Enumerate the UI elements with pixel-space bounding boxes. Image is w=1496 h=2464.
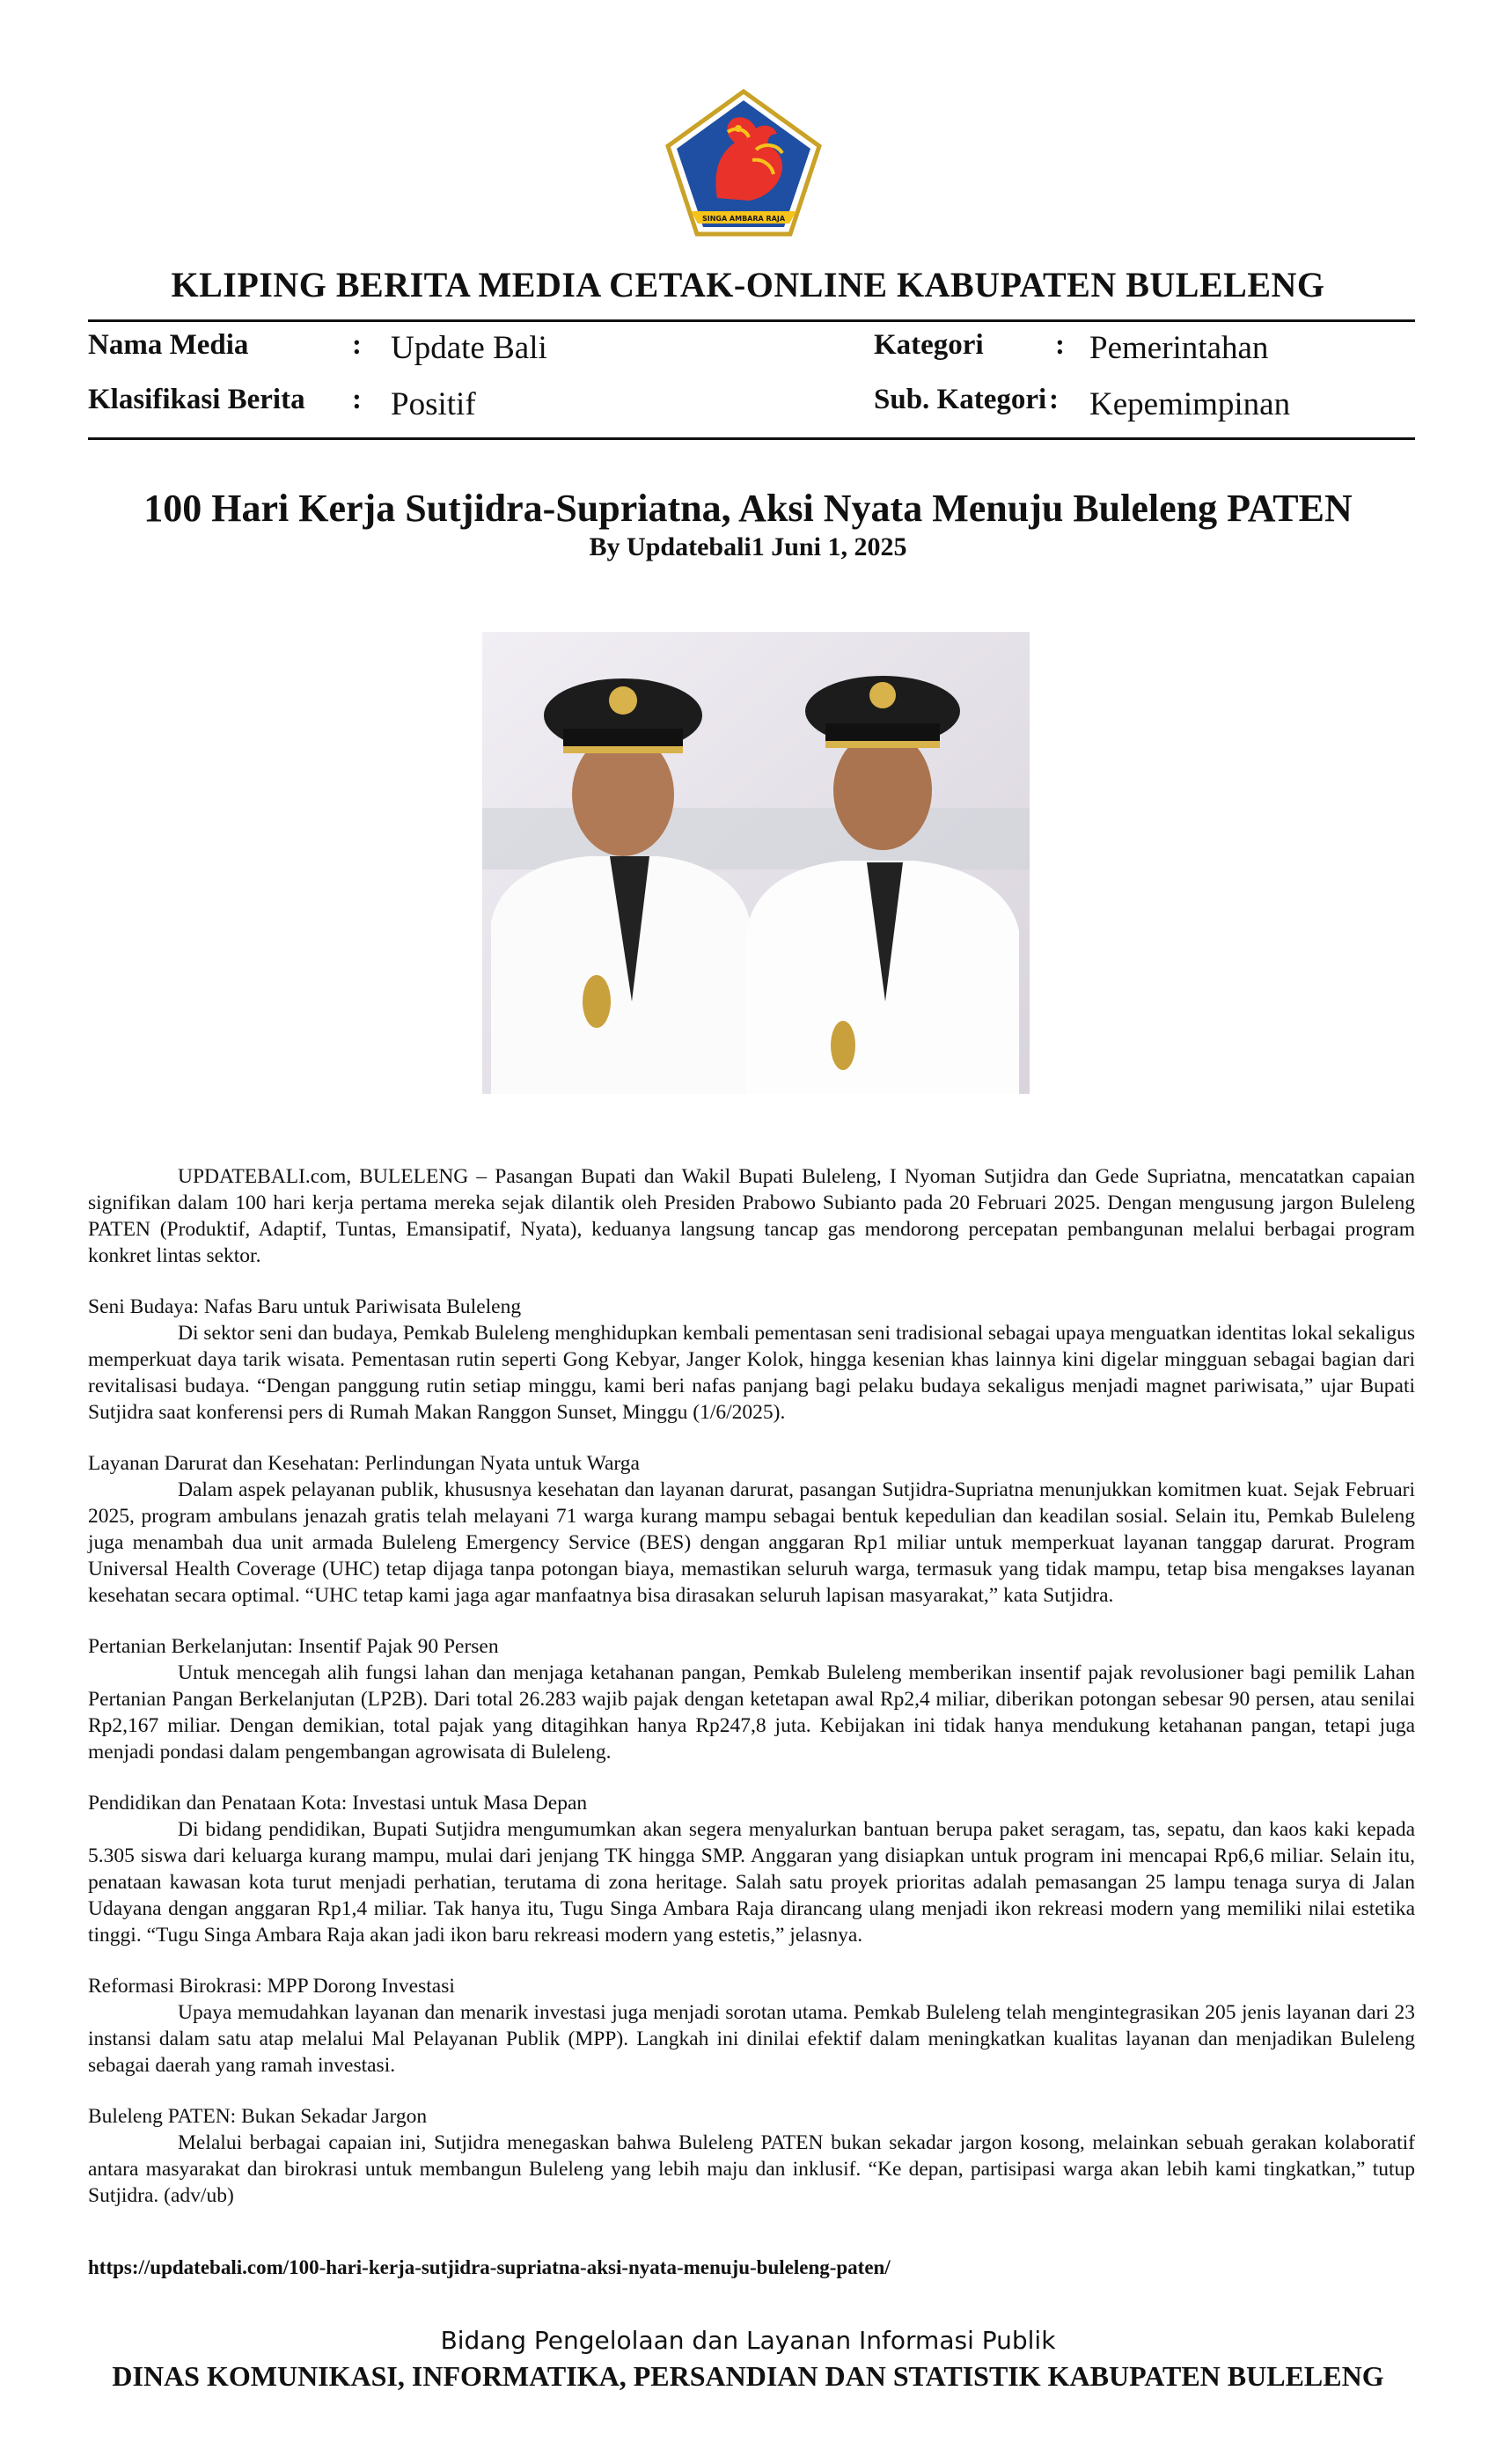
footer-department: Bidang Pengelolaan dan Layanan Informasi Publik: [440, 2326, 1056, 2355]
section-text-seni-budaya: Di sektor seni dan budaya, Pemkab Buleleng menghidupkan kembali pementasan seni tradisional sebagai upaya menguatkan identitas lokal sekaligus memperkuat daya tarik wisata. Pementasan rutin seperti Gong Kebyar, Janger Kolok, hingga kesenian khas lainnya kini digelar mingguan sebagai bagian dari revitalisasi budaya. “Dengan panggung rutin setiap minggu, kami beri nafas panjang bagi pelaku budaya sekaligus menjadi magnet pariwisata,” ujar Bupati Sutjidra saat konferensi pers di Rumah Makan Ranggon Sunset, Minggu (1/6/2025).: [88, 1322, 1415, 1424]
footer-agency: DINAS KOMUNIKASI, INFORMATIKA, PERSANDIAN DAN STATISTIK KABUPATEN BULELENG: [112, 2360, 1384, 2392]
klasifikasi-label: Klasifikasi Berita: [88, 384, 305, 415]
nama-media-value: Update Bali: [391, 330, 547, 366]
section-text-paten: Melalui berbagai capaian ini, Sutjidra menegaskan bahwa Buleleng PATEN bukan sekadar jargon kosong, melainkan sebuah gerakan kolaboratif antara masyarakat dan birokrasi untuk membangun Buleleng yang lebih maju dan inklusif. “Ke depan, partisipasi warga akan lebih kami tingkatkan,” tutup Sutjidra. (adv/ub): [88, 2131, 1415, 2207]
section-heading-pertanian: Pertanian Berkelanjutan: Insentif Pajak 90 Persen: [88, 1635, 499, 1658]
section-text-pertanian: Untuk mencegah alih fungsi lahan dan menjaga ketahanan pangan, Pemkab Buleleng memberikan insentif pajak revolusioner bagi pemilik Lahan Pertanian Pangan Berkelanjutan (LP2B). Dari total 26.283 wajib pajak dengan ketetapan awal Rp2,4 miliar, diberikan potongan sebesar 90 persen, atau senilai Rp2,167 miliar. Dengan demikian, total pajak yang ditagihkan hanya Rp247,8 juta. Kebijakan ini tidak hanya mendukung ketahanan pangan, tetapi juga menjadi pondasi dalam pengembangan agrowisata di Buleleng.: [88, 1661, 1415, 1764]
article-byline: By Updatebali1 Juni 1, 2025: [589, 532, 907, 561]
section-heading-seni-budaya: Seni Budaya: Nafas Baru untuk Pariwisata Buleleng: [88, 1295, 522, 1318]
section-text-reformasi: Upaya memudahkan layanan dan menarik investasi juga menjadi sorotan utama. Pemkab Buleleng telah mengintegrasikan 205 jenis layanan dari 23 instansi dalam satu atap melalui Mal Pelayanan Publik (MPP). Langkah ini dinilai efektif dalam meningkatkan kualitas layanan dan menjadikan Buleleng sebagai daerah yang ramah investasi.: [88, 2001, 1415, 2077]
sub-kategori-colon: :: [1049, 384, 1059, 415]
sub-kategori-label: Sub. Kategori: [874, 384, 1047, 415]
emblem-motto: SINGA AMBARA RAJA: [701, 215, 786, 223]
section-text-layanan-darurat: Dalam aspek pelayanan publik, khususnya kesehatan dan layanan darurat, pasangan Sutjidra-Supriatna menunjukkan komitmen kuat. Sejak Februari 2025, program ambulans jenazah gratis telah melayani 71 warga kurang mampu sebagai bentuk kepedulian dan keadilan sosial. Selain itu, Pemkab Buleleng juga menambah dua unit armada Buleleng Emergency Service (BES) dengan anggaran Rp1 miliar untuk memperkuat layanan tanggap darurat. Program Universal Health Coverage (UHC) tetap dijaga tanpa potongan biaya, memastikan seluruh warga, termasuk yang tidak mampu, tetap bisa mengakses layanan kesehatan secara optimal. “UHC tetap kami jaga agar manfaatnya bisa dirasakan seluruh lapisan masyarakat,” kata Sutjidra.: [88, 1478, 1415, 1607]
section-heading-reformasi: Reformasi Birokrasi: MPP Dorong Investasi: [88, 1975, 455, 1998]
source-url: https://updatebali.com/100-hari-kerja-sutjidra-supriatna-aksi-nyata-menuju-buleleng-paten/: [88, 2256, 891, 2278]
sub-kategori-value: Kepemimpinan: [1089, 386, 1291, 422]
header-divider-bottom: [88, 437, 1415, 440]
klasifikasi-value: Positif: [391, 386, 476, 422]
kategori-colon: :: [1055, 329, 1065, 361]
article-intro-paragraph: UPDATEBALI.com, BULELENG – Pasangan Bupati dan Wakil Bupati Buleleng, I Nyoman Sutjidra dan Gede Supriatna, mencatatkan capaian signifikan dalam 100 hari kerja pertama mereka sejak dilantik oleh Presiden Prabowo Subianto pada 20 Februari 2025. Dengan mengusung jargon Buleleng PATEN (Produktif, Adaptif, Tuntas, Emansipatif, Nyata), keduanya langsung tancap gas mendorong percepatan pembangunan melalui berbagai program konkret lintas sektor.: [88, 1165, 1415, 1267]
section-text-pendidikan: Di bidang pendidikan, Bupati Sutjidra mengumumkan akan segera menyalurkan bantuan berupa paket seragam, tas, sepatu, dan kaos kaki kepada 5.305 siswa dari keluarga kurang mampu, mulai dari jenjang TK hingga SMP. Anggaran yang disiapkan untuk program ini mencapai Rp6,6 miliar. Selain itu, penataan kawasan kota turut menjadi perhatian, terutama di zona heritage. Salah satu proyek prioritas adalah pemasangan 25 lampu tenaga surya di Jalan Udayana dengan anggaran Rp1,4 miliar. Tak hanya itu, Tugu Singa Ambara Raja dirancang ulang menjadi ikon rekreasi modern yang memiliki nilai estetika tinggi. “Tugu Singa Ambara Raja akan jadi ikon baru rekreasi modern yang estetis,” jelasnya.: [88, 1818, 1415, 1947]
header-divider-top: [88, 319, 1415, 322]
nama-media-label: Nama Media: [88, 329, 249, 361]
nama-media-colon: :: [352, 329, 362, 361]
kabupaten-buleleng-emblem: [664, 88, 823, 238]
section-heading-layanan-darurat: Layanan Darurat dan Kesehatan: Perlindungan Nyata untuk Warga: [88, 1452, 640, 1475]
klasifikasi-colon: :: [352, 384, 362, 415]
clipping-header-title: KLIPING BERITA MEDIA CETAK-ONLINE KABUPATEN BULELENG: [171, 265, 1325, 304]
article-title: 100 Hari Kerja Sutjidra-Supriatna, Aksi Nyata Menuju Buleleng PATEN: [143, 487, 1353, 530]
section-heading-pendidikan: Pendidikan dan Penataan Kota: Investasi untuk Masa Depan: [88, 1792, 588, 1815]
kategori-label: Kategori: [874, 329, 984, 361]
article-photo: [482, 632, 1030, 1094]
section-heading-paten: Buleleng PATEN: Bukan Sekadar Jargon: [88, 2105, 428, 2128]
article-body: [88, 1163, 1415, 2209]
kategori-value: Pemerintahan: [1089, 330, 1269, 366]
